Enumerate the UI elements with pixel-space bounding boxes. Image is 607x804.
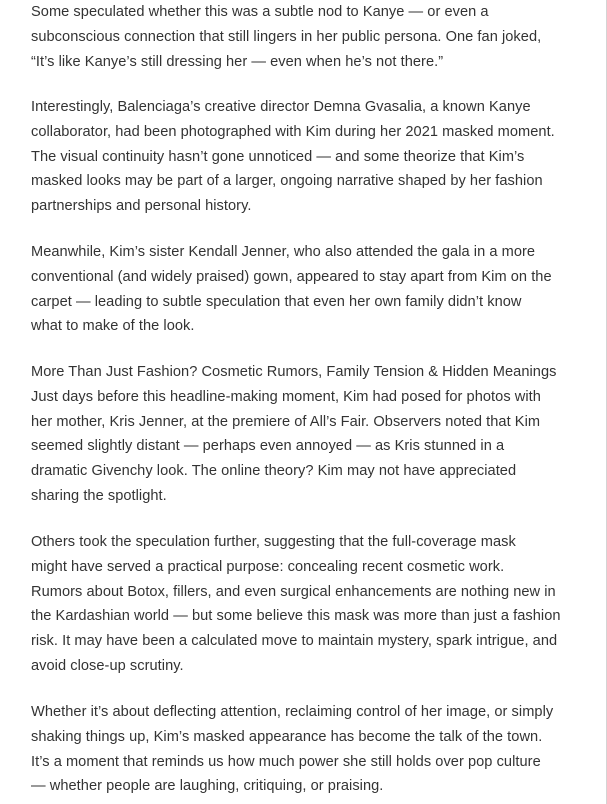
paragraph-balenciaga: Interestingly, Balenciaga’s creative director Demna Gvasalia, a known Kanye collaborator, had been photographed with Kim during her 2021 masked moment. The visual continuity hasn’t gone unnoticed — and some theorize that Kim’s masked looks may be part of a larger, ongoing narrative shaped by her fashion partnerships and personal history. xyxy=(31,99,555,215)
paragraph-cosmetic-rumors: More Than Just Fashion? Cosmetic Rumors, Family Tension & Hidden Meanings Just days before this headline-making moment, Kim had posed for photos with her mother, Kris Jenner, at the premiere of All’s Fair. Observers noted that Kim seemed slightly distant — perhaps even annoyed — as Kris stunned in a dramatic Givenchy look. The online theory? Kim may not have appreciated sharing the spotlight. xyxy=(31,364,557,504)
paragraph-kendall: Meanwhile, Kim’s sister Kendall Jenner, who also attended the gala in a more conventional (and widely praised) gown, appeared to stay apart from Kim on the carpet — leading to subtle speculation that even her own family didn’t know what to make of the look. xyxy=(31,244,552,335)
paragraph-kanye-nod: Some speculated whether this was a subtle nod to Kanye — or even a subconscious connection that still lingers in her public persona. One fan joked, “It’s like Kanye’s still dressing her — even when he’s not there.” xyxy=(31,4,542,70)
paragraph-conclusion: Whether it’s about deflecting attention, reclaiming control of her image, or simply shaking things up, Kim’s masked appearance has become the talk of the town. It’s a moment that reminds us how much power she still holds over pop culture — whether people are laughing, critiquing, or praising. xyxy=(31,704,554,795)
paragraph-speculation: Others took the speculation further, suggesting that the full-coverage mask might have served a practical purpose: concealing recent cosmetic work. Rumors about Botox, fillers, and even surgical enhancements are nothing new in the Kardashian world — but some believe this mask was more than just a fashion risk. It may have been a calculated move to maintain mystery, spark intrigue, and avoid close-up scrutiny. xyxy=(31,534,561,674)
